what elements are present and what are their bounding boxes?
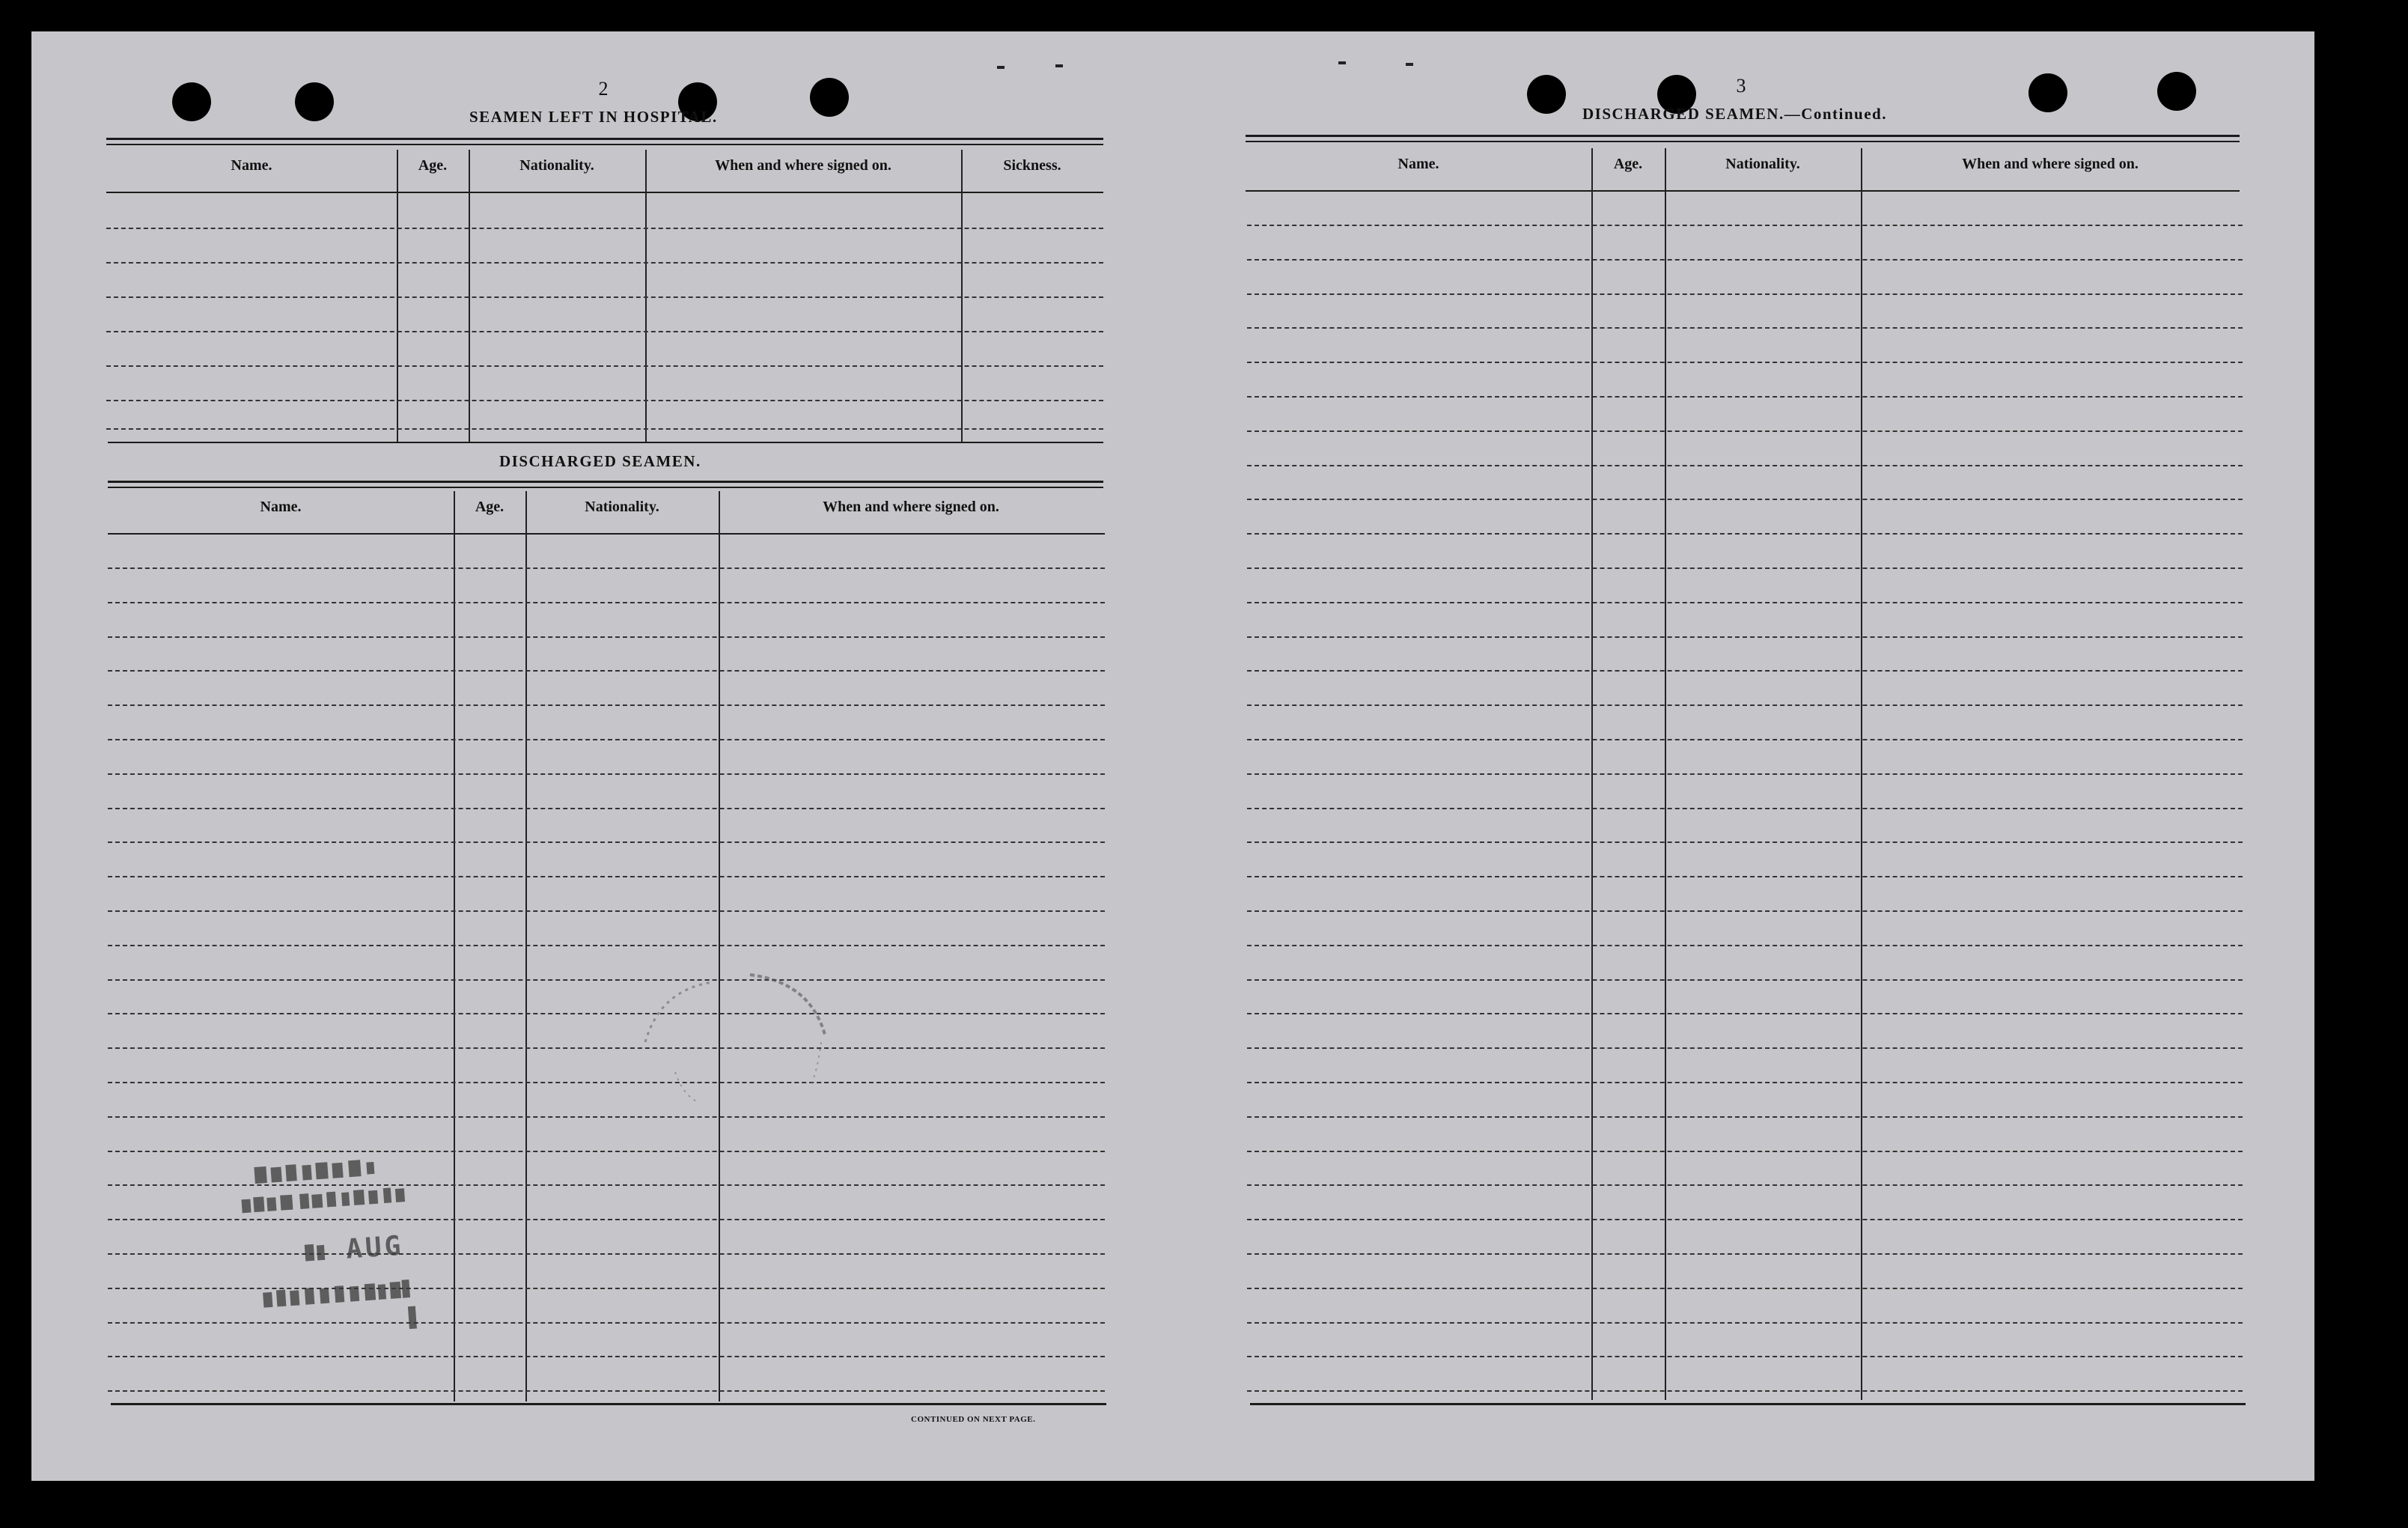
entry-line	[1247, 430, 2243, 432]
entry-line	[1247, 1116, 2243, 1118]
page-number-right: 3	[1736, 75, 1746, 97]
hospital-entry-line	[106, 331, 1103, 332]
punch-hole	[2157, 72, 2196, 111]
hospital-col-divider	[469, 150, 470, 442]
ink-speck	[1338, 61, 1346, 64]
entry-line	[1247, 670, 2243, 672]
entry-line	[1247, 1013, 2243, 1014]
entry-line	[108, 704, 1105, 706]
hospital-entry-line	[106, 428, 1103, 430]
entry-line	[1247, 636, 2243, 638]
hospital-col-signed-on: When and where signed on.	[715, 157, 891, 174]
punch-hole	[2028, 73, 2067, 112]
hospital-col-age: Age.	[418, 157, 448, 174]
entry-line	[108, 670, 1105, 672]
entry-line	[1247, 1288, 2243, 1289]
entry-line	[1247, 327, 2243, 329]
right-col-nationality: Nationality.	[1725, 156, 1800, 172]
entry-line	[108, 636, 1105, 638]
hospital-header-rule	[106, 192, 1103, 193]
discharged-header-rule	[108, 533, 1105, 535]
discharged-top-rule-2	[108, 487, 1103, 488]
entry-line	[1247, 1253, 2243, 1255]
entry-line	[1247, 1184, 2243, 1186]
entry-line	[108, 945, 1105, 946]
entry-line	[1247, 910, 2243, 912]
right-header-rule	[1246, 190, 2240, 192]
entry-line	[1247, 396, 2243, 398]
entry-line	[108, 910, 1105, 912]
hospital-col-divider	[645, 150, 647, 442]
discharged-top-rule	[108, 481, 1103, 483]
right-col-age: Age.	[1613, 156, 1643, 172]
entry-line	[1247, 259, 2243, 261]
discharged-section-title: DISCHARGED SEAMEN.	[499, 452, 701, 470]
entry-line	[108, 979, 1105, 981]
entry-line	[108, 1047, 1105, 1049]
entry-line	[108, 773, 1105, 775]
right-top-rule-2	[1246, 141, 2240, 142]
entry-line	[1247, 1322, 2243, 1324]
punch-hole	[172, 82, 211, 121]
entry-line	[1247, 533, 2243, 535]
entry-line	[1247, 567, 2243, 569]
entry-line	[108, 876, 1105, 877]
discharged-col-name: Name.	[260, 499, 302, 515]
entry-line	[108, 808, 1105, 809]
ink-speck	[1406, 63, 1413, 66]
entry-line	[108, 1356, 1105, 1357]
entry-line	[108, 602, 1105, 603]
ink-speck	[997, 66, 1005, 69]
page-number-left: 2	[598, 78, 609, 100]
hospital-section-title: SEAMEN LEFT IN HOSPITAL.	[469, 108, 718, 126]
entry-line	[1247, 704, 2243, 706]
entry-line	[1247, 773, 2243, 775]
punch-hole	[1527, 75, 1566, 114]
hospital-entry-line	[106, 262, 1103, 264]
hospital-top-rule	[106, 138, 1103, 140]
entry-line	[108, 739, 1105, 740]
entry-line	[1247, 1047, 2243, 1049]
entry-line	[108, 1082, 1105, 1083]
entry-line	[1247, 979, 2243, 981]
entry-line	[108, 1151, 1105, 1152]
discharged-col-signed-on: When and where signed on.	[823, 499, 999, 515]
hospital-entry-line	[106, 400, 1103, 401]
hospital-entry-line	[106, 365, 1103, 367]
hospital-col-nationality: Nationality.	[519, 157, 594, 174]
rubber-stamp	[239, 1141, 536, 1348]
discharged-continued-title: DISCHARGED SEAMEN.—Continued.	[1582, 105, 1887, 123]
entry-line	[1247, 225, 2243, 226]
entry-line	[1247, 841, 2243, 843]
discharged-bottom-rule	[111, 1403, 1106, 1405]
entry-line	[1247, 499, 2243, 500]
entry-line	[1247, 1082, 2243, 1083]
right-col-signed-on: When and where signed on.	[1962, 156, 2139, 172]
entry-line	[1247, 1151, 2243, 1152]
ink-speck	[1055, 64, 1063, 67]
entry-line	[108, 1390, 1105, 1392]
continued-note: CONTINUED ON NEXT PAGE.	[911, 1415, 1036, 1424]
entry-line	[108, 1013, 1105, 1014]
punch-hole	[295, 82, 334, 121]
entry-line	[1247, 876, 2243, 877]
entry-line	[1247, 602, 2243, 603]
discharged-col-age: Age.	[475, 499, 505, 515]
entry-line	[1247, 362, 2243, 363]
right-top-rule	[1246, 135, 2240, 137]
entry-line	[1247, 945, 2243, 946]
hospital-entry-line	[106, 228, 1103, 229]
entry-line	[108, 567, 1105, 569]
punch-hole	[810, 78, 849, 117]
scanned-sheet	[31, 31, 2314, 1481]
hospital-col-divider	[961, 150, 963, 442]
right-bottom-rule	[1250, 1403, 2246, 1405]
right-col-name: Name.	[1397, 156, 1439, 172]
hospital-bottom-rule	[108, 442, 1103, 443]
entry-line	[1247, 465, 2243, 466]
hospital-top-rule-2	[106, 144, 1103, 145]
entry-line	[1247, 808, 2243, 809]
stamp-text-month: AUG	[344, 1230, 405, 1265]
hospital-col-sickness: Sickness.	[1003, 157, 1061, 174]
entry-line	[108, 841, 1105, 843]
discharged-col-nationality: Nationality.	[585, 499, 659, 515]
faint-postmark-arc	[630, 945, 870, 1124]
entry-line	[1247, 1219, 2243, 1220]
entry-line	[108, 1116, 1105, 1118]
entry-line	[1247, 1356, 2243, 1357]
hospital-entry-line	[106, 296, 1103, 298]
hospital-col-name: Name.	[231, 157, 272, 174]
entry-line	[1247, 739, 2243, 740]
entry-line	[1247, 293, 2243, 295]
entry-line	[1247, 1390, 2243, 1392]
hospital-col-divider	[397, 150, 398, 442]
